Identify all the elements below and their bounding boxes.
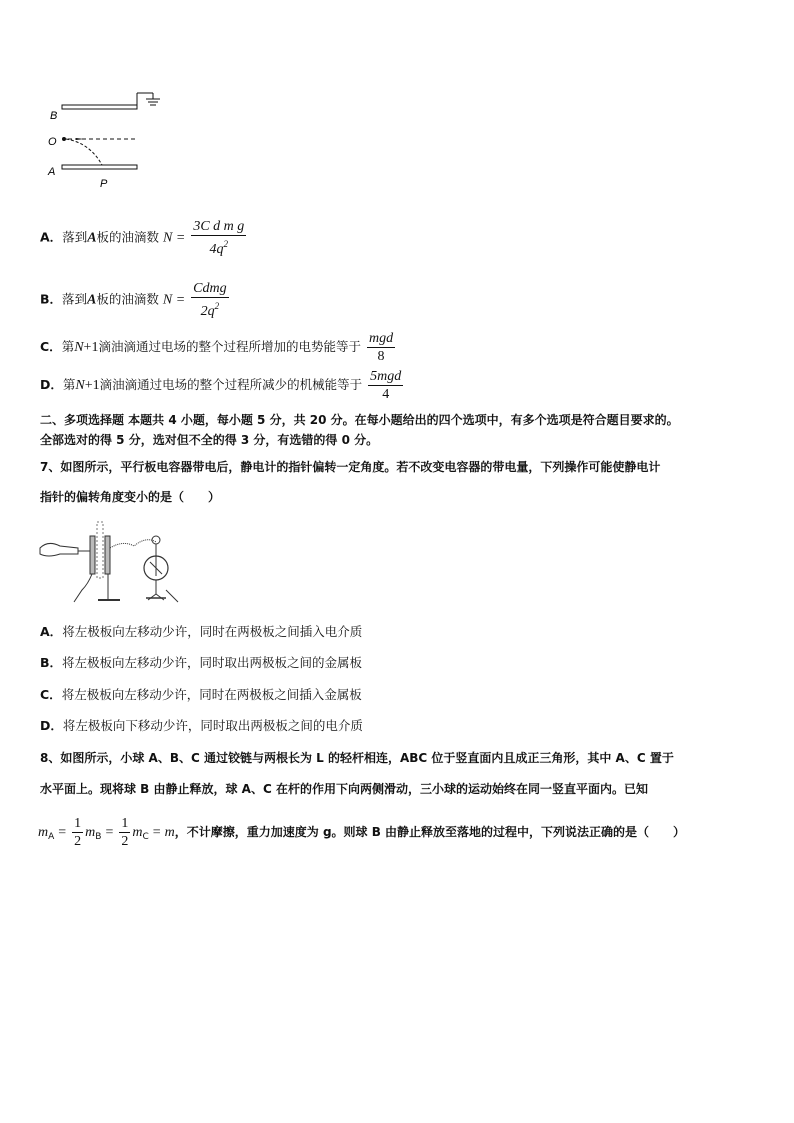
fraction: $\frac{\text{5mgd}}{4}$ bbox=[370, 369, 402, 402]
fraction-half: $\frac{1}{2}$ bbox=[74, 816, 82, 849]
q7-option-b: B．将左极板向左移动少许，同时取出两极板之间的金属板 bbox=[40, 655, 363, 670]
hand bbox=[40, 543, 78, 556]
q7-stem-line2: 指针的偏转角度变小的是（ ） bbox=[40, 490, 221, 504]
dielectric bbox=[97, 522, 103, 578]
section2-line1: 二、多项选择题 本题共 4 小题，每小题 5 分，共 20 分。在每小题给出的四个选项中，有多个选项是符合题目要求的。 bbox=[40, 413, 679, 427]
label-b: B bbox=[50, 110, 58, 122]
connecting-wire bbox=[110, 540, 156, 548]
label-o: O bbox=[48, 136, 57, 148]
label-a: A bbox=[48, 166, 56, 178]
q7-option-d: D．将左极板向下移动少许，同时取出两极板之间的电介质 bbox=[40, 718, 363, 733]
fraction: $\frac{\text{Cdmg}}{2q^2}$ bbox=[193, 281, 227, 319]
q7-option-a: A．将左极板向左移动少许，同时在两极板之间插入电介质 bbox=[40, 624, 363, 639]
q8-stem-line1: 8、如图所示，小球 A、B、C 通过铰链与两根长为 L 的轻杆相连，ABC 位于竖直面内且成正三角形，其中 A、C 置于 bbox=[40, 751, 674, 765]
fraction: $\frac{\text{mgd}}{8}$ bbox=[368, 331, 394, 364]
q7-option-c: C．将左极板向左移动少许，同时在两极板之间插入金属板 bbox=[40, 687, 362, 702]
left-plate bbox=[90, 536, 95, 574]
capacitor-plate-diagram bbox=[40, 85, 170, 195]
fraction: $\frac{\text{3C d m g}}{4q^2}$ bbox=[193, 219, 245, 257]
q7-stem-line1: 7、如图所示，平行板电容器带电后，静电计的指针偏转一定角度。若不改变电容器的带电量，下列操作可能使静电计 bbox=[40, 460, 661, 474]
q6-option-a: A．落到A板的油滴数 N = $\frac{\text{3C d m g}}{4q^2}$ bbox=[40, 219, 245, 257]
plate-a bbox=[62, 165, 137, 169]
q6-option-d: D．第N+1滴油滴通过电场的整个过程所减少的机械能等于 $\frac{\text{5mgd}}{4}$ bbox=[40, 369, 402, 402]
q8-stem-line2: 水平面上。现将球 B 由静止释放，球 A、C 在杆的作用下向两侧滑动，三小球的运动始终在同一竖直平面内。已知 bbox=[40, 782, 648, 796]
right-plate bbox=[105, 536, 110, 574]
q6-option-b: B．落到A板的油滴数 N = $\frac{\text{Cdmg}}{2q^2}$ bbox=[40, 281, 227, 319]
label-p: P bbox=[100, 178, 108, 190]
q6-option-c: C．第N+1滴油滴通过电场的整个过程所增加的电势能等于 $\frac{\text{mgd}}{8}$ bbox=[40, 331, 394, 364]
electrometer-diagram bbox=[38, 518, 188, 608]
point-o bbox=[62, 137, 66, 141]
section2-line2: 全部选对的得 5 分，选对但不全的得 3 分，有选错的得 0 分。 bbox=[40, 433, 379, 447]
plate-b bbox=[62, 105, 137, 109]
trajectory bbox=[66, 139, 102, 165]
fraction-half: $\frac{1}{2}$ bbox=[121, 816, 129, 849]
q8-stem-line3: $m_A$ = $\frac{1}{2}$ $m_B$ = $\frac{1}{2}$ $m_C = m$，不计摩擦，重力加速度为 g。则球 B 由静止释放至落地的过程中，下列说法正确的是（ ） bbox=[38, 816, 686, 849]
